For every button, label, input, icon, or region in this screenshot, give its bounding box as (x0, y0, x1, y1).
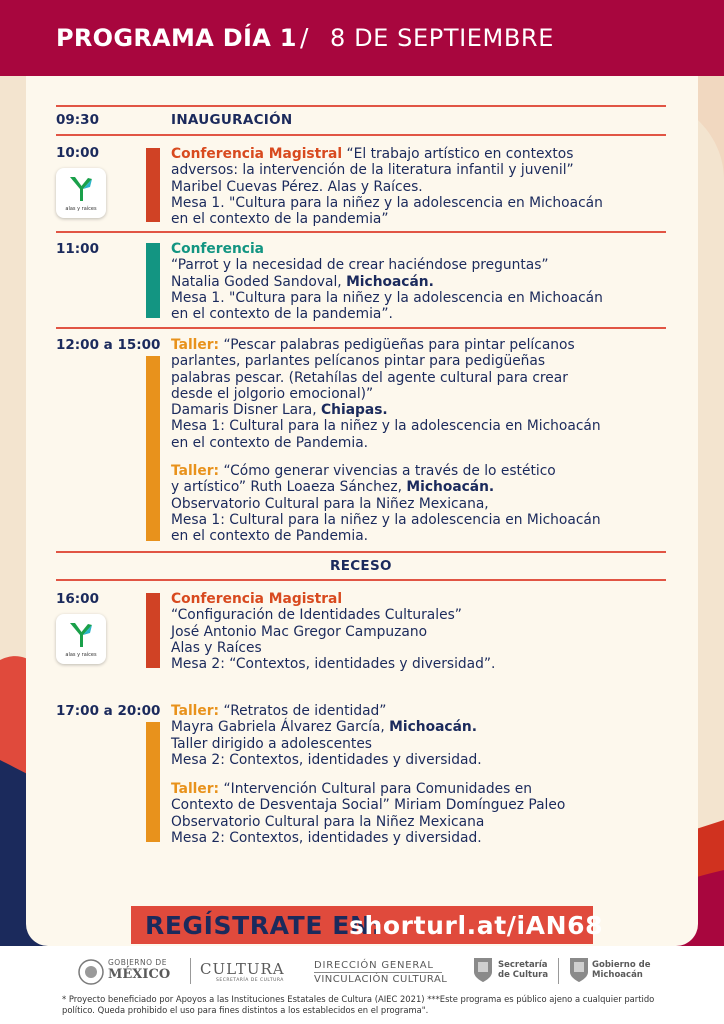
event-7-details (171, 781, 671, 846)
event-title-line: “Parrot y la necesidad de crear haciéndose preguntas” (171, 257, 549, 274)
mexico-label: MÉXICO (108, 967, 171, 982)
cultura-sub: SECRETARÍA DE CULTURA (216, 978, 284, 983)
divider (56, 327, 666, 329)
event-speaker: Natalia Goded Sandoval, (171, 273, 347, 290)
event-speaker: Mayra Gabriela Álvarez García, (171, 719, 390, 736)
time-event-3: 12:00 a 15:00 (56, 337, 161, 353)
logo-caption: alas y raíces (65, 206, 97, 212)
event-bar-teal (146, 243, 160, 318)
event-title-line: adversos: la intervención de la literatura infantil y juvenil” (171, 162, 574, 179)
event-speaker: y artístico” Ruth Loaeza Sánchez, (171, 479, 407, 496)
event-mesa: Mesa 1. "Cultura para la niñez y la adolescencia en Michoacán (171, 289, 603, 306)
event-audience: Taller dirigido a adolescentes (171, 735, 372, 752)
inauguracion-heading: INAUGURACIÓN (171, 112, 293, 128)
secretaria-label: Secretaría (498, 960, 548, 970)
time-inauguracion: 09:30 (56, 112, 99, 128)
event-mesa-cont: en el contexto de Pandemia. (171, 434, 369, 451)
event-mesa: Mesa 2: Contextos, identidades y diversidad. (171, 829, 482, 846)
gobierno-label: GOBIERNO DE (108, 958, 167, 967)
footer-line (314, 972, 442, 973)
event-5-details (171, 591, 671, 672)
event-state: Michoacán. (389, 719, 477, 736)
event-title-line: “El trabajo artístico en contextos (342, 146, 574, 162)
event-title-line: parlantes, parlantes pelícanos pintar para pedigüeñas (171, 353, 546, 370)
direccion-general-label: DIRECCIÓN GENERAL (314, 960, 434, 971)
event-organization: Observatorio Cultural para la Niñez Mexicana (171, 813, 485, 830)
event-2-details (171, 241, 671, 322)
event-state: Michoacán. (406, 479, 495, 496)
event-speaker: José Antonio Mac Gregor Campuzano (171, 623, 428, 640)
divider (56, 551, 666, 553)
event-1-details (171, 146, 671, 227)
event-bar-orange (146, 356, 160, 541)
event-title-line: “Cómo generar vivencias a través de lo estético (219, 463, 556, 479)
event-type: Taller: (171, 337, 220, 353)
register-label: REGÍSTRATE EN: (145, 911, 383, 940)
logo-caption: alas y raíces (65, 652, 97, 658)
event-mesa-cont: en el contexto de Pandemia. (171, 528, 369, 545)
event-type: Conferencia (171, 241, 264, 257)
event-title-line: palabras pescar. (Retahílas del agente cultural para crear (171, 369, 568, 386)
event-bar-orange (146, 722, 160, 842)
gobierno-michoacan-label: Gobierno de (592, 960, 651, 970)
event-4-details (171, 463, 671, 544)
footer-divider (190, 958, 191, 984)
event-bar-red (146, 148, 160, 222)
event-mesa: Mesa 2: “Contextos, identidades y diversidad”. (171, 656, 496, 673)
time-event-5: 16:00 (56, 591, 99, 607)
event-title-line: “Intervención Cultural para Comunidades en (219, 781, 532, 797)
event-state: Michoacán. (346, 273, 434, 290)
event-title-line: “Configuración de Identidades Culturales” (171, 607, 462, 624)
event-title-line: Contexto de Desventaja Social” Miriam Domínguez Paleo (171, 797, 566, 814)
event-bar-red (146, 593, 160, 668)
event-3-details (171, 337, 671, 451)
event-state: Chiapas. (321, 402, 388, 419)
program-date: 8 DE SEPTIEMBRE (330, 24, 554, 52)
time-event-6: 17:00 a 20:00 (56, 703, 161, 719)
event-type: Taller: (171, 463, 220, 479)
title-separator: / (300, 23, 309, 52)
alas-y-raices-logo (56, 168, 106, 218)
michoacan-shield-icon (472, 956, 494, 984)
register-banner (131, 906, 604, 944)
header-banner (0, 0, 724, 76)
event-type: Taller: (171, 781, 220, 797)
footer-disclaimer: * Proyecto beneficiado por Apoyos a las Instituciones Estatales de Cultura (AIEC 2021) ***Este programa es público ajeno a cualquier partido político. Queda prohibido el uso para fines distintos a los establecidos en el programa". (62, 994, 655, 1015)
event-organization: Alas y Raíces (171, 639, 262, 656)
time-event-2: 11:00 (56, 241, 99, 257)
event-organization: Observatorio Cultural para la Niñez Mexicana, (171, 495, 489, 512)
event-mesa: Mesa 1. "Cultura para la niñez y la adolescencia en Michoacán (171, 194, 603, 211)
michoacan-label: Michoacán (592, 970, 643, 980)
event-speaker: Maribel Cuevas Pérez. Alas y Raíces. (171, 178, 423, 195)
event-title-line: “Retratos de identidad” (219, 703, 387, 719)
register-link[interactable]: shorturl.at/iAN68 (349, 911, 604, 940)
event-6-details (171, 703, 671, 768)
michoacan-shield-icon (568, 956, 590, 984)
divider (56, 134, 666, 136)
event-type: Conferencia Magistral (171, 591, 343, 607)
alas-y-raices-icon (68, 175, 94, 203)
event-speaker: Damaris Disner Lara, (171, 402, 322, 419)
cultura-logo: CULTURA (200, 960, 285, 978)
divider (56, 105, 666, 107)
footer-divider (558, 958, 559, 984)
vinculacion-label: VINCULACIÓN CULTURAL (314, 974, 448, 985)
event-title-line: “Pescar palabras pedigüeñas para pintar pelícanos (219, 337, 575, 353)
event-mesa: Mesa 1: Cultural para la niñez y la adolescencia en Michoacán (171, 418, 601, 435)
event-title-line: desde el jolgorio emocional)” (171, 385, 374, 402)
mexico-shield-icon (78, 957, 104, 987)
alas-y-raices-icon (68, 621, 94, 649)
event-mesa: Mesa 1: Cultural para la niñez y la adolescencia en Michoacán (171, 511, 601, 528)
divider (56, 231, 666, 233)
event-mesa-cont: en el contexto de la pandemia”. (171, 306, 393, 323)
divider (56, 579, 666, 581)
event-type: Taller: (171, 703, 220, 719)
event-mesa: Mesa 2: Contextos, identidades y diversidad. (171, 751, 482, 768)
alas-y-raices-logo (56, 614, 106, 664)
receso-heading: RECESO (330, 558, 392, 574)
de-cultura-label: de Cultura (498, 970, 549, 980)
event-mesa-cont: en el contexto de la pandemia” (171, 211, 389, 228)
program-title: PROGRAMA DÍA 1 (56, 24, 297, 52)
event-type: Conferencia Magistral (171, 146, 343, 162)
time-event-1: 10:00 (56, 145, 99, 161)
